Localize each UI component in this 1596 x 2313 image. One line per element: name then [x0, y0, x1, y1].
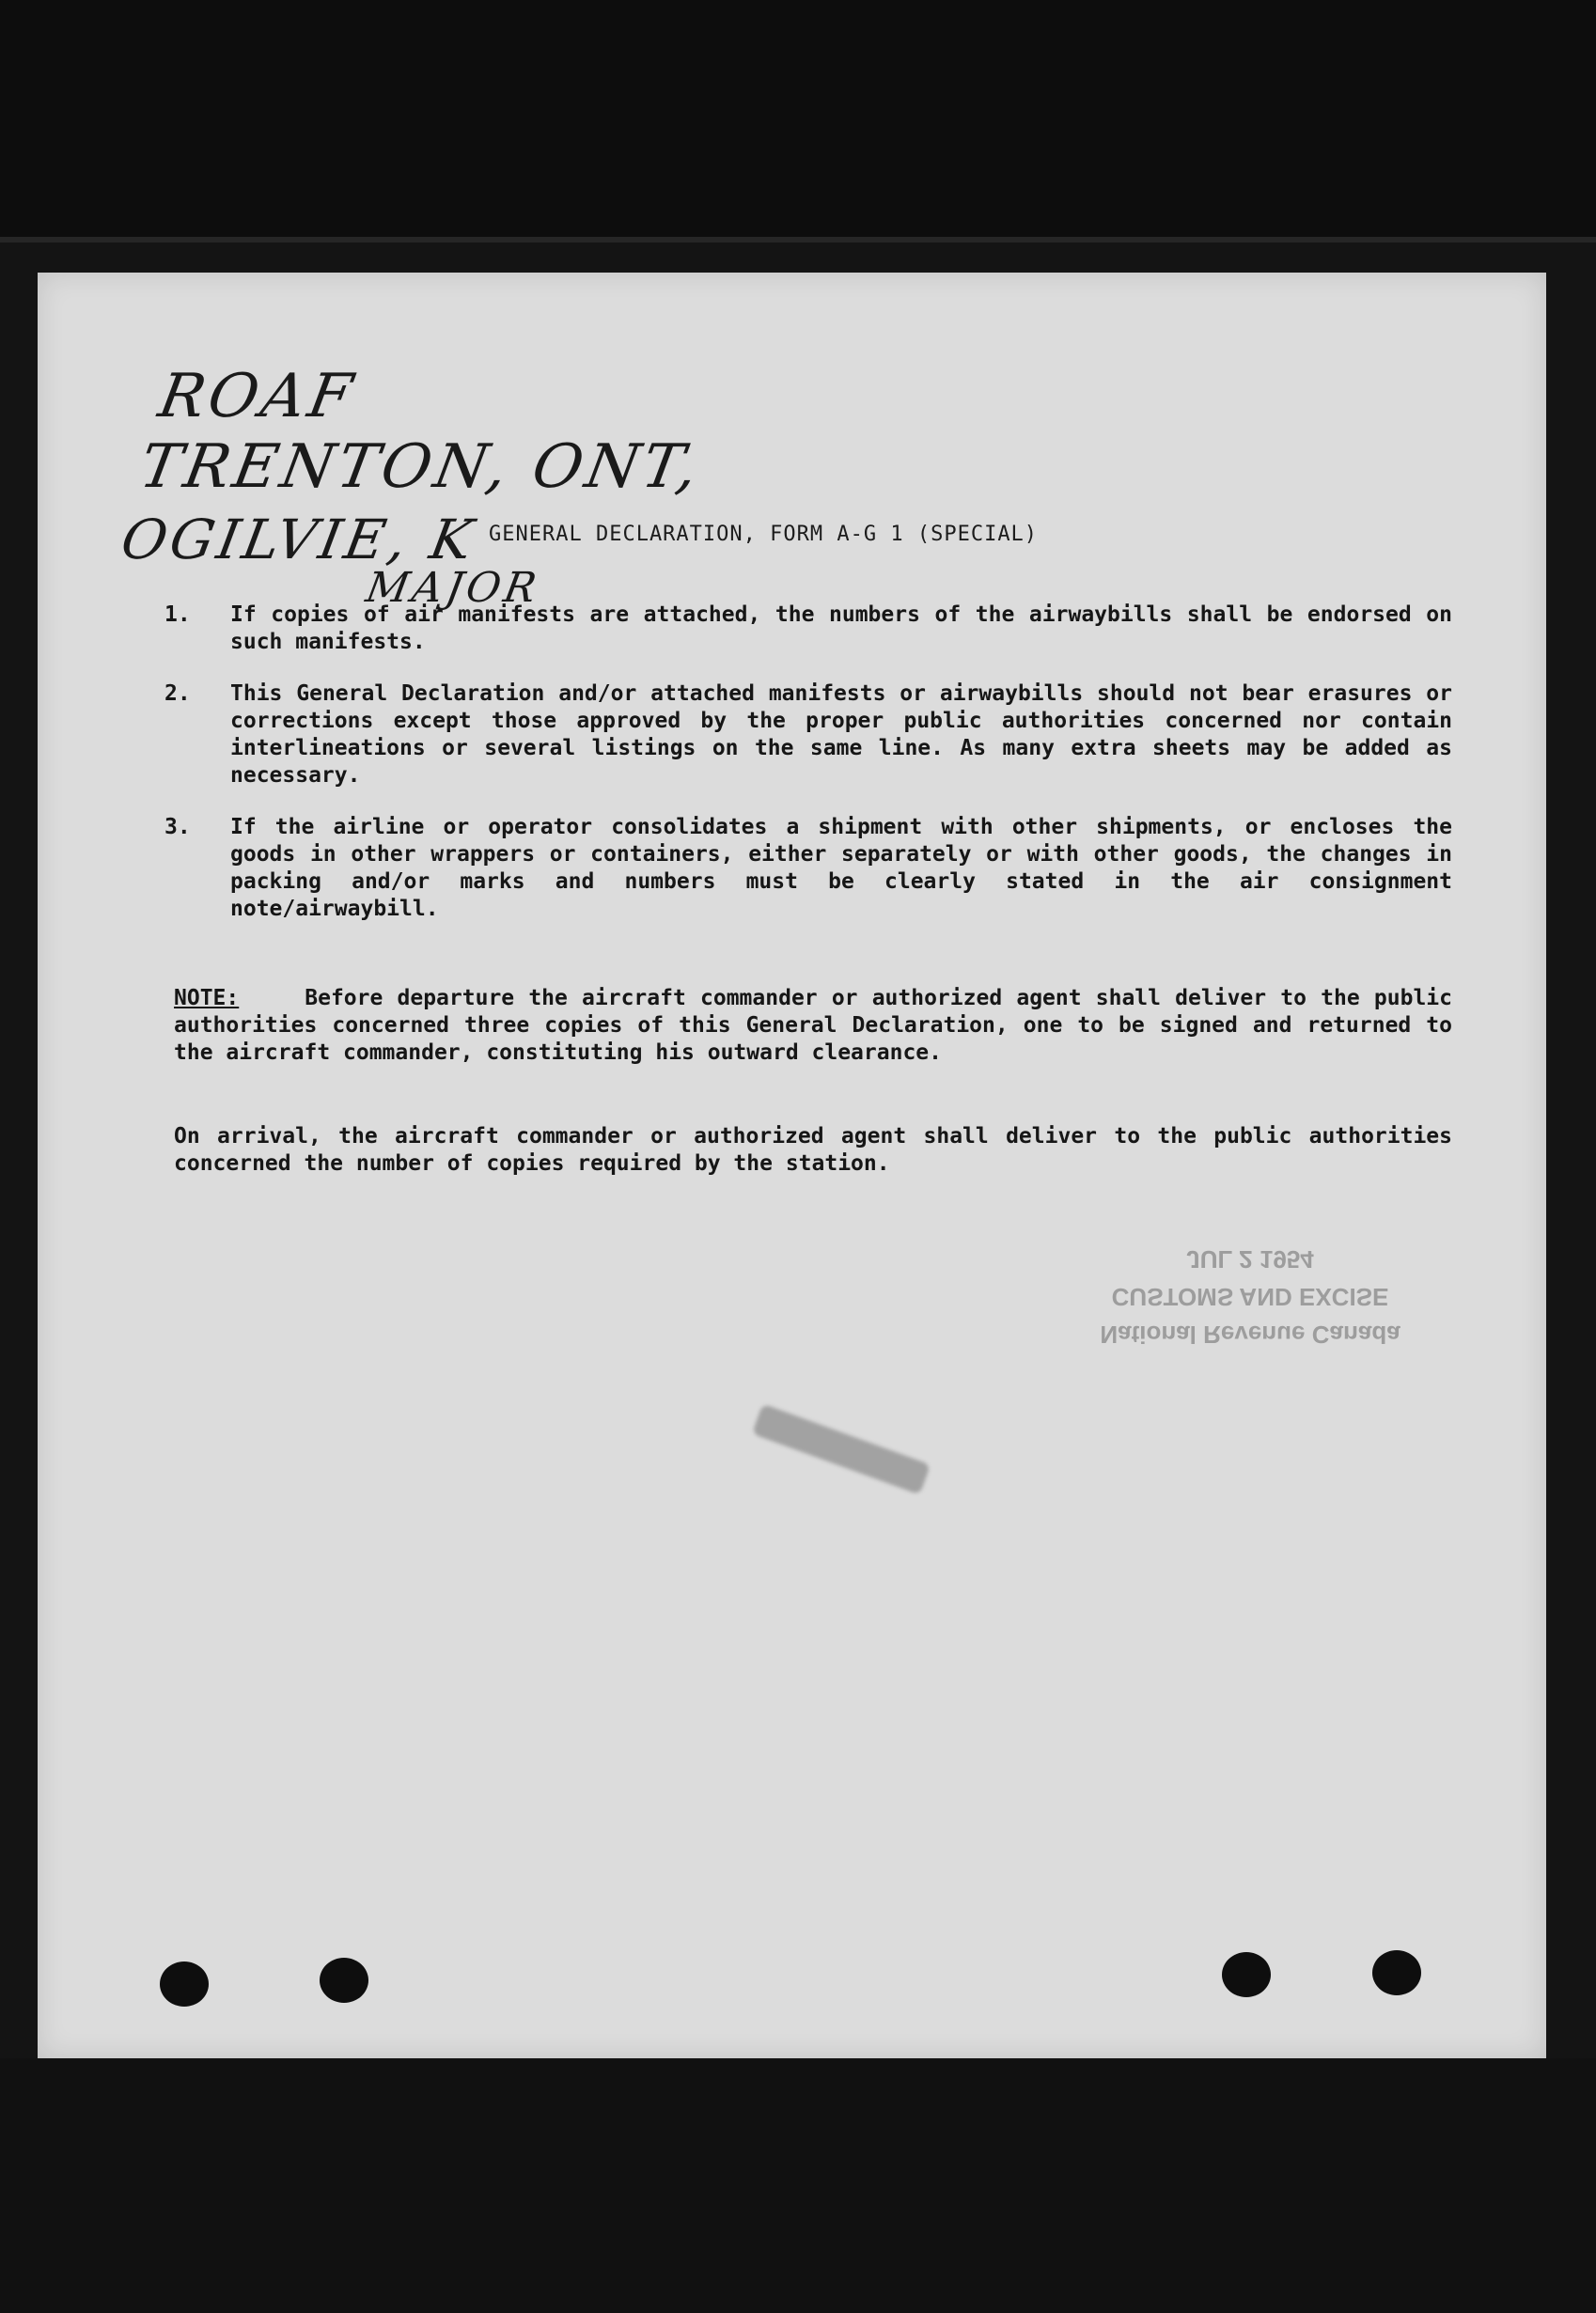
- punch-hole: [320, 1958, 368, 2003]
- stamp-line-department: CUSTOMS AND EXCISE: [1111, 1283, 1389, 1311]
- note-text: Before departure the aircraft commander or authorized agent shall deliver to the public authorities concerned three copies of this General Declaration, one to be signed and returned to the aircraft commander, constituting his outward clearance.: [174, 986, 1452, 1065]
- handwritten-name: OGILVIE, K: [117, 508, 481, 571]
- arrival-paragraph: On arrival, the aircraft commander or authorized agent shall deliver to the public authorities concerned the number of copies required by the station.: [174, 1124, 1452, 1176]
- stamp-line-agency: National Revenue Canada: [1100, 1321, 1400, 1349]
- scan-bottom-border: [0, 2058, 1596, 2313]
- instruction-number: 2.: [164, 681, 191, 706]
- document-page: [38, 273, 1546, 2058]
- handwritten-station: ROAF: [153, 362, 361, 431]
- stamp-line-date: JUL 2 1954: [1186, 1245, 1314, 1274]
- instruction-list: [164, 602, 1452, 947]
- scan-edge-line: [0, 237, 1596, 242]
- bleed-through-customs-stamp: [1015, 1241, 1485, 1353]
- form-title: GENERAL DECLARATION, FORM A-G 1 (SPECIAL): [489, 523, 1039, 546]
- note-label: NOTE:: [174, 986, 240, 1010]
- ink-smudge: [752, 1404, 931, 1495]
- instruction-number: 3.: [164, 815, 191, 839]
- instruction-item: [164, 602, 1452, 656]
- punch-hole: [1372, 1950, 1421, 1995]
- punch-hole: [1222, 1952, 1271, 1997]
- handwritten-location: TRENTON, ONT,: [134, 432, 707, 502]
- handwritten-rank: MAJOR: [362, 564, 544, 612]
- instruction-number: 1.: [164, 602, 191, 627]
- instruction-text: If the airline or operator consolidates a shipment with other shipments, or encloses the goods in other wrappers or containers, either separately or with other goods, the changes in packing and/or marks and numbers must be clearly stated in the air consignment note/airwaybill.: [230, 815, 1452, 921]
- instruction-item: [164, 680, 1452, 789]
- instruction-item: [164, 814, 1452, 923]
- note-paragraph: [174, 985, 1452, 1067]
- instruction-text: This General Declaration and/or attached manifests or airwaybills should not bear erasures or corrections except those approved by the proper public authorities concerned nor contain interlineations or several listings on the same line. As many extra sheets may be added as necessary.: [230, 681, 1452, 788]
- punch-hole: [160, 1961, 209, 2007]
- instruction-text: If copies of air manifests are attached, the numbers of the airwaybills shall be endorsed on such manifests.: [230, 602, 1452, 654]
- scan-top-border: [0, 0, 1596, 240]
